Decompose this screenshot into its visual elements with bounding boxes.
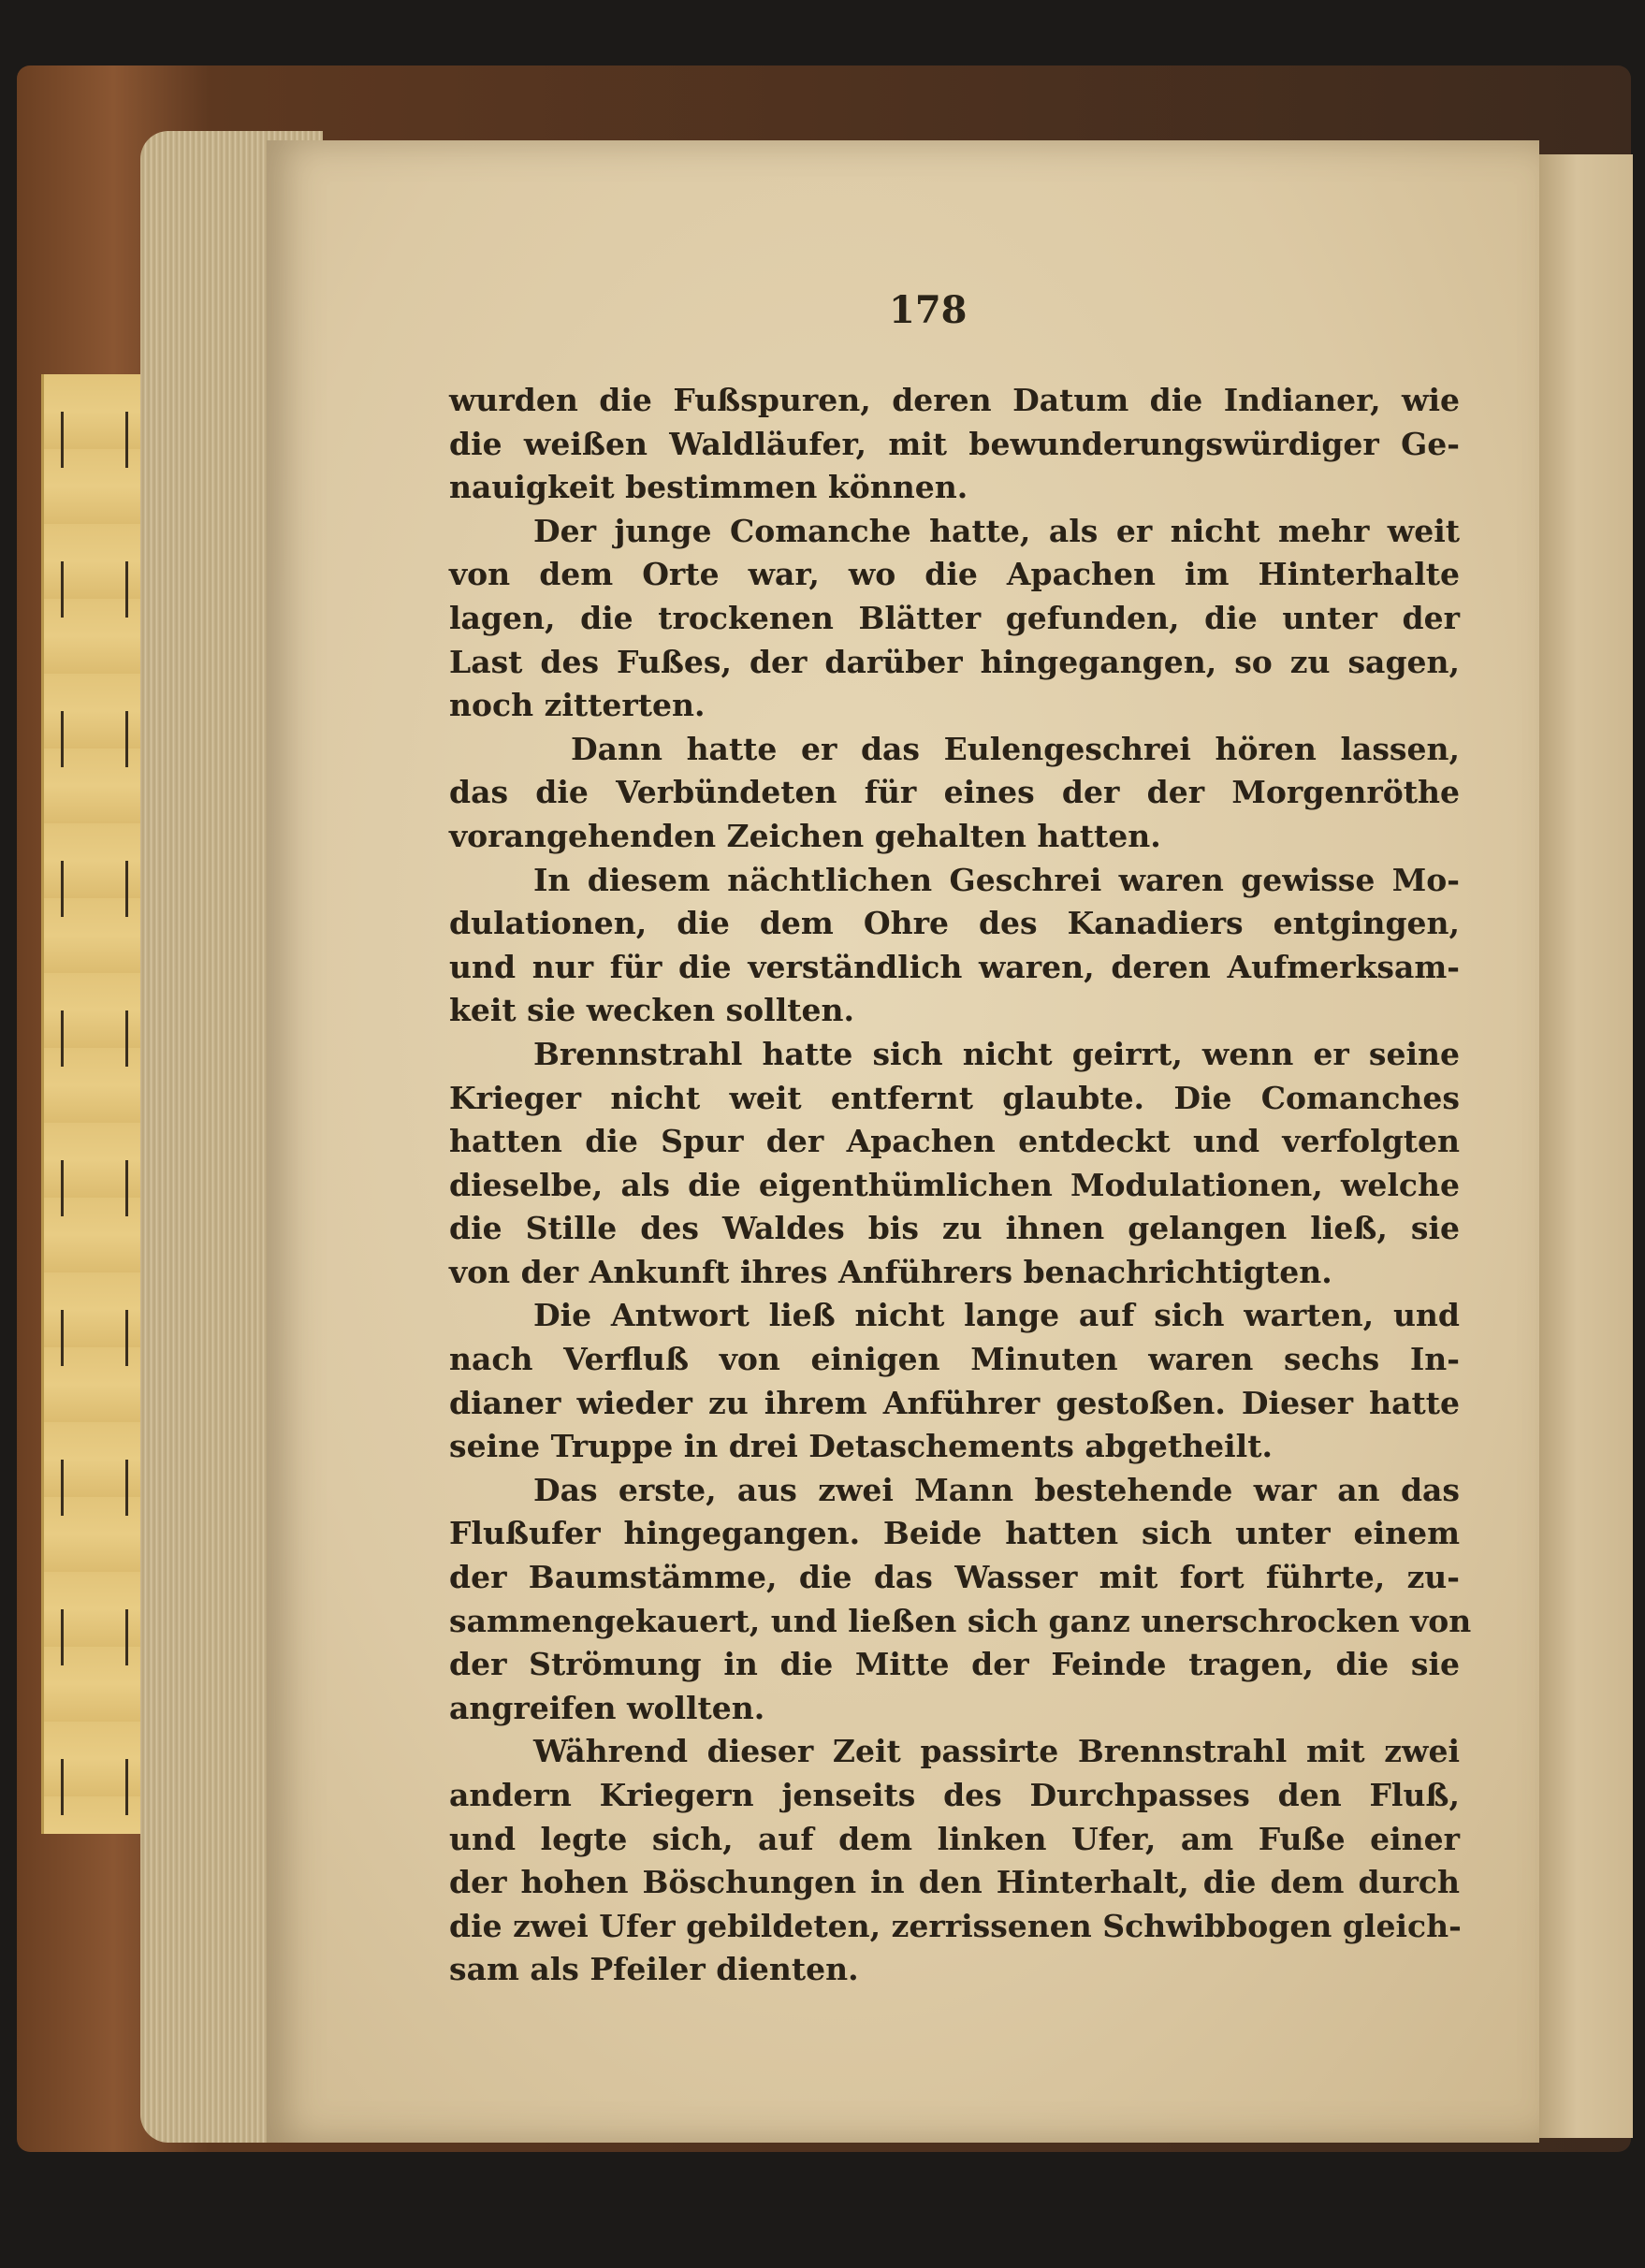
text-line: lagen, die trockenen Blätter gefunden, die unter der	[449, 599, 1460, 636]
text-line: seine Truppe in drei Detaschements abgetheilt.	[449, 1428, 1273, 1465]
text-line: die Stille des Waldes bis zu ihnen gelangen ließ, sie	[449, 1210, 1460, 1247]
text-line: von dem Orte war, wo die Apachen im Hinterhalte	[449, 556, 1460, 593]
text-line: Brennstrahl hatte sich nicht geirrt, wenn er seine	[533, 1035, 1460, 1072]
text-line: andern Kriegern jenseits des Durchpasses den Fluß,	[449, 1777, 1460, 1813]
text-line: nach Verfluß von einigen Minuten waren sechs In-	[449, 1341, 1460, 1378]
text-line: der hohen Böschungen in den Hinterhalt, die dem durch	[449, 1864, 1460, 1901]
spine-ornament	[61, 1759, 128, 1815]
spine-ornament	[61, 1310, 128, 1366]
text-line: Flußufer hingegangen. Beide hatten sich unter einem	[449, 1515, 1460, 1552]
text-line: angreifen wollten.	[449, 1689, 765, 1726]
body-text	[449, 379, 1472, 1992]
text-line: Der junge Comanche hatte, als er nicht mehr weit	[533, 512, 1460, 549]
text-line: und nur für die verständlich waren, deren Aufmerksam-	[449, 948, 1460, 985]
text-line: Während dieser Zeit passirte Brennstrahl mit zwei	[533, 1733, 1460, 1770]
text-line: Die Antwort ließ nicht lange auf sich warten, und	[533, 1297, 1460, 1334]
text-line: sam als Pfeiler dienten.	[449, 1951, 859, 1988]
text-line: dulationen, die dem Ohre des Kanadiers entgingen,	[449, 905, 1460, 942]
text-line: Krieger nicht weit entfernt glaubte. Die Comanches	[449, 1079, 1460, 1116]
text-line: In diesem nächtlichen Geschrei waren gewisse Mo-	[533, 861, 1460, 898]
text-line: noch zitterten.	[449, 687, 706, 724]
text-line: dianer wieder zu ihrem Anführer gestoßen. Dieser hatte	[449, 1384, 1460, 1421]
spine-ornament	[61, 1160, 128, 1216]
text-line: die zwei Ufer gebildeten, zerrissenen Schwibbogen gleich-	[449, 1907, 1462, 1944]
spine-ornament	[61, 412, 128, 468]
spine-ornament	[61, 561, 128, 618]
text-line: das die Verbündeten für eines der der Morgenröthe	[449, 774, 1460, 811]
text-line: Last des Fußes, der darüber hingegangen, so zu sagen,	[449, 643, 1460, 680]
spine-ornament	[61, 1460, 128, 1516]
text-line: der Strömung in die Mitte der Feinde tragen, die sie	[449, 1646, 1460, 1683]
text-line: vorangehenden Zeichen gehalten hatten.	[449, 817, 1161, 854]
text-line: der Baumstämme, die das Wasser mit fort führte, zu-	[449, 1559, 1460, 1596]
text-line: und legte sich, auf dem linken Ufer, am Fuße einer	[449, 1820, 1460, 1857]
text-line: dieselbe, als die eigenthümlichen Modulationen, welche	[449, 1166, 1460, 1203]
facing-page-edge	[1539, 154, 1633, 2138]
text-line: hatten die Spur der Apachen entdeckt und verfolgten	[449, 1123, 1460, 1160]
spine-label	[41, 374, 144, 1834]
spine-ornament	[61, 711, 128, 767]
spine-ornament	[61, 1010, 128, 1067]
page-number: 178	[889, 288, 968, 332]
text-line: von der Ankunft ihres Anführers benachrichtigten.	[449, 1253, 1332, 1290]
text-line: sammengekauert, und ließen sich ganz unerschrocken von	[449, 1602, 1472, 1639]
spine-ornament	[61, 861, 128, 917]
spine-ornament	[61, 1609, 128, 1665]
text-line: nauigkeit bestimmen können.	[449, 469, 968, 506]
text-line: wurden die Fußspuren, deren Datum die Indianer, wie	[449, 382, 1460, 418]
text-line: die weißen Waldläufer, mit bewunderungswürdiger Ge-	[449, 425, 1460, 462]
text-line: Dann hatte er das Eulengeschrei hören lassen,	[571, 730, 1460, 767]
text-line: Das erste, aus zwei Mann bestehende war an das	[533, 1471, 1460, 1508]
text-line: keit sie wecken sollten.	[449, 992, 854, 1029]
